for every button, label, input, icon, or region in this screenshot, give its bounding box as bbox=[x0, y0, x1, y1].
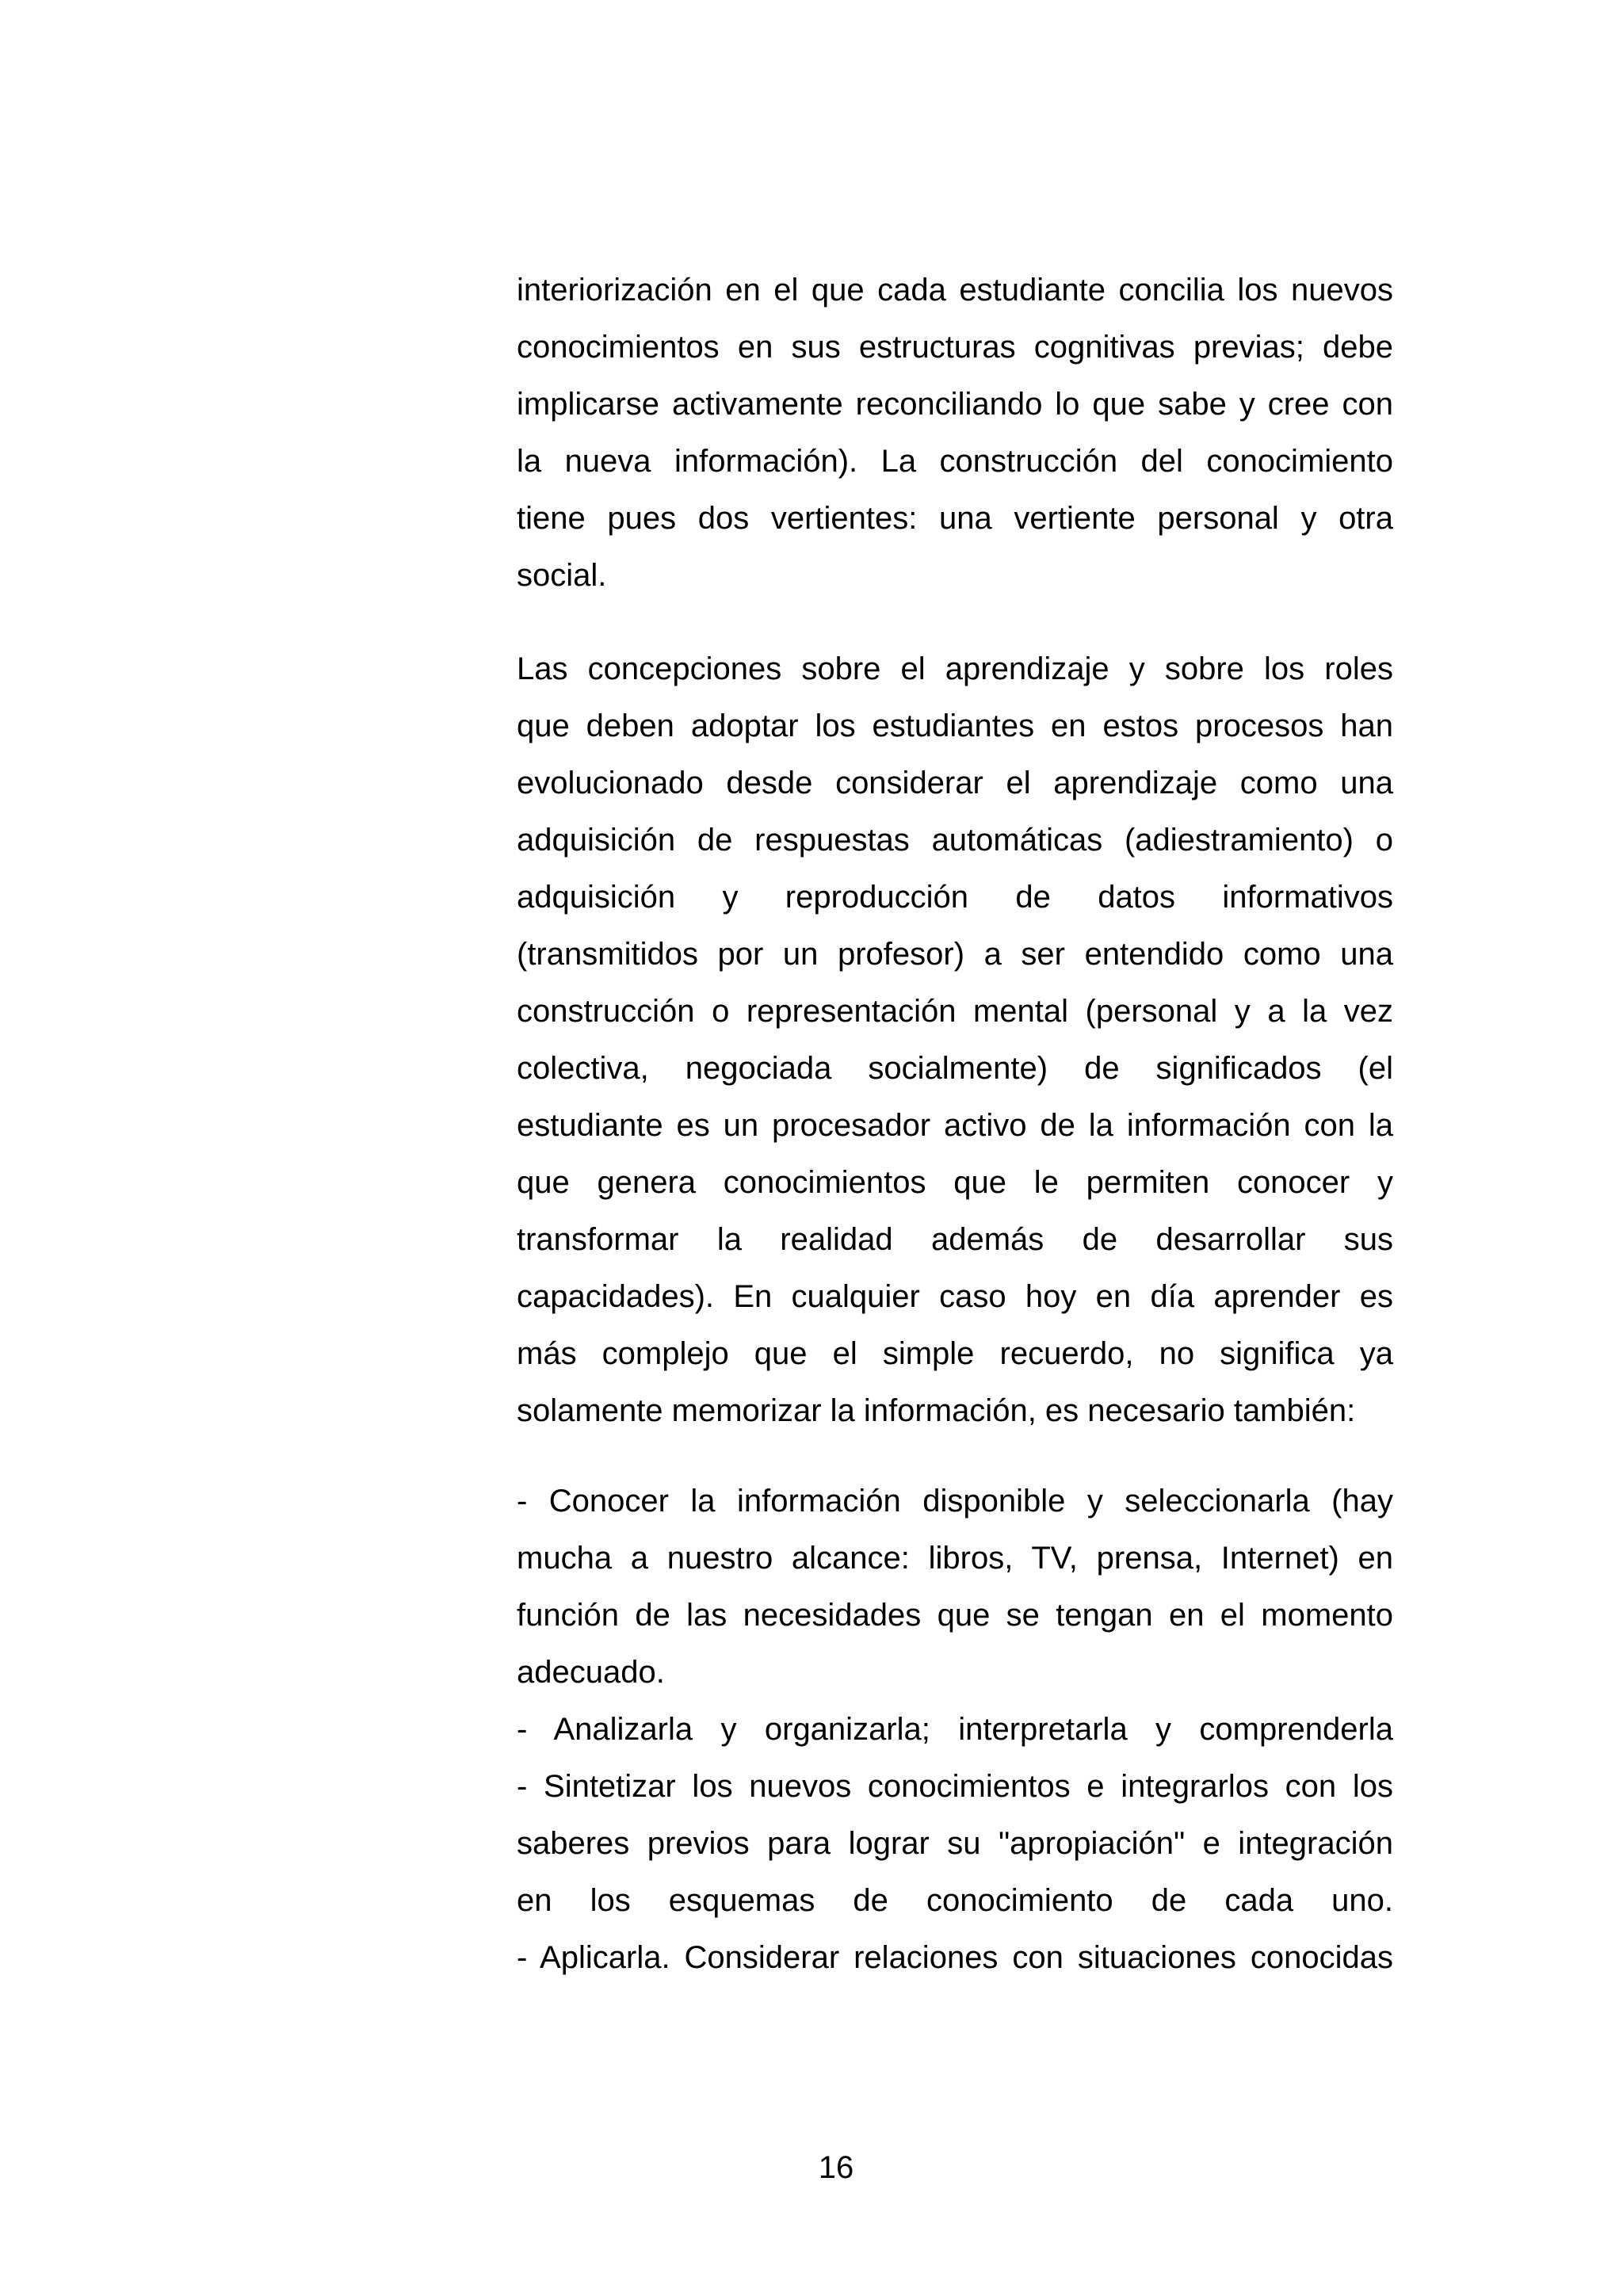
text-line: - Conocer la información disponible y seleccionarla (hay bbox=[517, 1484, 1393, 1519]
text-line: conocimientos en sus estructuras cognitivas previas; debe bbox=[517, 330, 1393, 365]
text-line: implicarse activamente reconciliando lo que sabe y cree con bbox=[517, 387, 1393, 422]
text-line: colectiva, negociada socialmente) de significados (el bbox=[517, 1051, 1393, 1086]
paragraph-2 bbox=[517, 640, 1393, 1439]
text-line: más complejo que el simple recuerdo, no significa ya bbox=[517, 1336, 1393, 1371]
text-line: capacidades). En cualquier caso hoy en día aprender es bbox=[517, 1279, 1393, 1314]
text-line: adecuado. bbox=[517, 1655, 665, 1690]
text-line: (transmitidos por un profesor) a ser entendido como una bbox=[517, 937, 1393, 972]
text-line: la nueva información). La construcción del conocimiento bbox=[517, 444, 1393, 479]
text-line: tiene pues dos vertientes: una vertiente personal y otra bbox=[517, 501, 1393, 536]
text-line: - Sintetizar los nuevos conocimientos e integrarlos con los bbox=[517, 1769, 1393, 1804]
text-line: transformar la realidad además de desarrollar sus bbox=[517, 1222, 1393, 1257]
text-line: Las concepciones sobre el aprendizaje y sobre los roles bbox=[517, 651, 1393, 686]
text-line: que deben adoptar los estudiantes en estos procesos han bbox=[517, 709, 1393, 743]
text-line: adquisición y reproducción de datos informativos bbox=[517, 880, 1393, 915]
text-line: mucha a nuestro alcance: libros, TV, prensa, Internet) en bbox=[517, 1541, 1393, 1576]
text-line: estudiante es un procesador activo de la información con la bbox=[517, 1108, 1393, 1143]
paragraph-1 bbox=[517, 262, 1393, 604]
text-line: en los esquemas de conocimiento de cada uno. bbox=[517, 1883, 1393, 1918]
paragraph-3 bbox=[517, 1473, 1393, 1986]
text-line: solamente memorizar la información, es necesario también: bbox=[517, 1393, 1356, 1428]
text-line: función de las necesidades que se tengan en el momento bbox=[517, 1598, 1393, 1633]
text-line: social. bbox=[517, 558, 607, 593]
text-line: saberes previos para lograr su "apropiación" e integración bbox=[517, 1826, 1393, 1861]
text-line: interiorización en el que cada estudiante concilia los nuevos bbox=[517, 273, 1393, 308]
text-line: construcción o representación mental (personal y a la vez bbox=[517, 994, 1393, 1029]
text-line: evolucionado desde considerar el aprendizaje como una bbox=[517, 766, 1393, 800]
page-number: 16 bbox=[818, 2150, 854, 2185]
text-line: que genera conocimientos que le permiten conocer y bbox=[517, 1165, 1393, 1200]
text-line: - Aplicarla. Considerar relaciones con situaciones conocidas bbox=[517, 1940, 1393, 1975]
text-line: adquisición de respuestas automáticas (adiestramiento) o bbox=[517, 823, 1393, 858]
text-line: - Analizarla y organizarla; interpretarla y comprenderla bbox=[517, 1712, 1393, 1747]
